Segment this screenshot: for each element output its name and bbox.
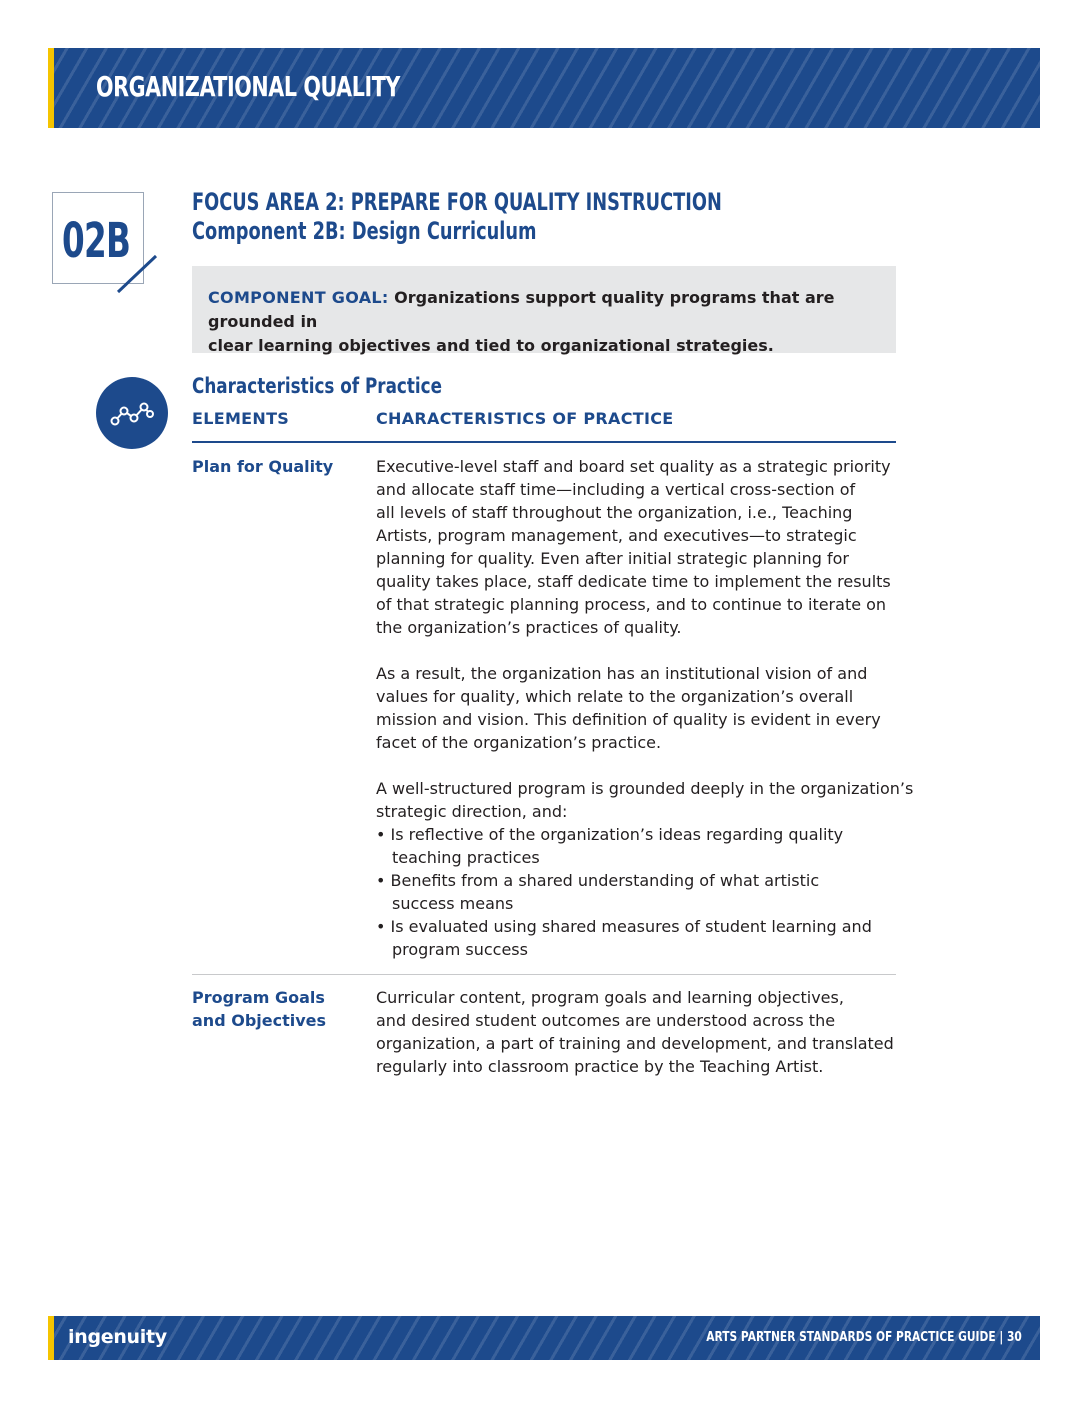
element-name xyxy=(192,455,362,478)
text-line: values for quality, which relate to the organization’s overall xyxy=(376,687,854,706)
paragraph xyxy=(376,777,914,961)
text-line: and desired student outcomes are understood across the xyxy=(376,1011,836,1030)
focus-area-title: FOCUS AREA 2: PREPARE FOR QUALITY INSTRUCTION xyxy=(192,188,722,216)
text-line: facet of the organization’s practice. xyxy=(376,733,662,752)
text-line: strategic direction, and: xyxy=(376,802,568,821)
text-line: As a result, the organization has an institutional vision of and xyxy=(376,664,868,683)
component-title: Component 2B: Design Curriculum xyxy=(192,217,537,245)
goal-text-2: clear learning objectives and tied to organizational strategies. xyxy=(208,336,774,355)
practice-description xyxy=(376,986,896,1078)
bullet-item: • Is reflective of the organization’s ideas regarding quality teaching practices xyxy=(376,825,844,867)
text-line: all levels of staff throughout the organization, i.e., Teaching xyxy=(376,503,853,522)
text-line: A well-structured program is grounded deeply in the organization’s xyxy=(376,779,914,798)
component-goal-box xyxy=(192,266,896,353)
text-line: Curricular content, program goals and learning objectives, xyxy=(376,988,844,1007)
text-line: quality takes place, staff dedicate time to implement the results xyxy=(376,572,891,591)
top-banner xyxy=(48,48,1040,128)
text-line: regularly into classroom practice by the Teaching Artist. xyxy=(376,1057,824,1076)
goal-text-1: Organizations support quality programs that are grounded in xyxy=(208,288,835,331)
header-divider xyxy=(192,441,896,443)
element-name-line: Program Goals xyxy=(192,988,325,1007)
row-divider xyxy=(192,974,896,975)
text-line: and allocate staff time—including a vertical cross-section of xyxy=(376,480,856,499)
practice-description xyxy=(376,455,914,961)
ingenuity-logo: ingenuity xyxy=(68,1326,167,1348)
element-name-line: and Objectives xyxy=(192,1011,327,1030)
text-line: of that strategic planning process, and to continue to iterate on xyxy=(376,595,887,614)
element-name-line: Plan for Quality xyxy=(192,457,334,476)
footer-banner xyxy=(48,1316,1040,1360)
paragraph xyxy=(376,455,896,639)
section-title: ORGANIZATIONAL QUALITY xyxy=(96,70,400,103)
bullet-item: • Benefits from a shared understanding of what artistic success means xyxy=(376,871,820,913)
bullet-item: • Is evaluated using shared measures of student learning and program success xyxy=(376,917,872,959)
practice-heading: Characteristics of Practice xyxy=(192,374,443,398)
text-line: Artists, program management, and executives—to strategic xyxy=(376,526,857,545)
text-line: the organization’s practices of quality. xyxy=(376,618,682,637)
text-line: planning for quality. Even after initial strategic planning for xyxy=(376,549,850,568)
text-line: mission and vision. This definition of quality is evident in every xyxy=(376,710,881,729)
footer-guide-title: ARTS PARTNER STANDARDS OF PRACTICE GUIDE | 30 xyxy=(706,1330,1022,1345)
paragraph xyxy=(376,662,896,754)
text-line: organization, a part of training and development, and translated xyxy=(376,1034,894,1053)
connected-nodes-icon xyxy=(96,377,168,449)
text-line: Executive-level staff and board set quality as a strategic priority xyxy=(376,457,891,476)
column-header-elements: ELEMENTS xyxy=(192,409,290,428)
diagonal-slash-icon xyxy=(114,252,160,296)
goal-line-1 xyxy=(208,286,880,334)
column-header-characteristics: CHARACTERISTICS OF PRACTICE xyxy=(376,409,674,428)
section-code: 02B xyxy=(62,213,131,269)
goal-label: COMPONENT GOAL: xyxy=(208,288,389,307)
element-name xyxy=(192,986,362,1032)
